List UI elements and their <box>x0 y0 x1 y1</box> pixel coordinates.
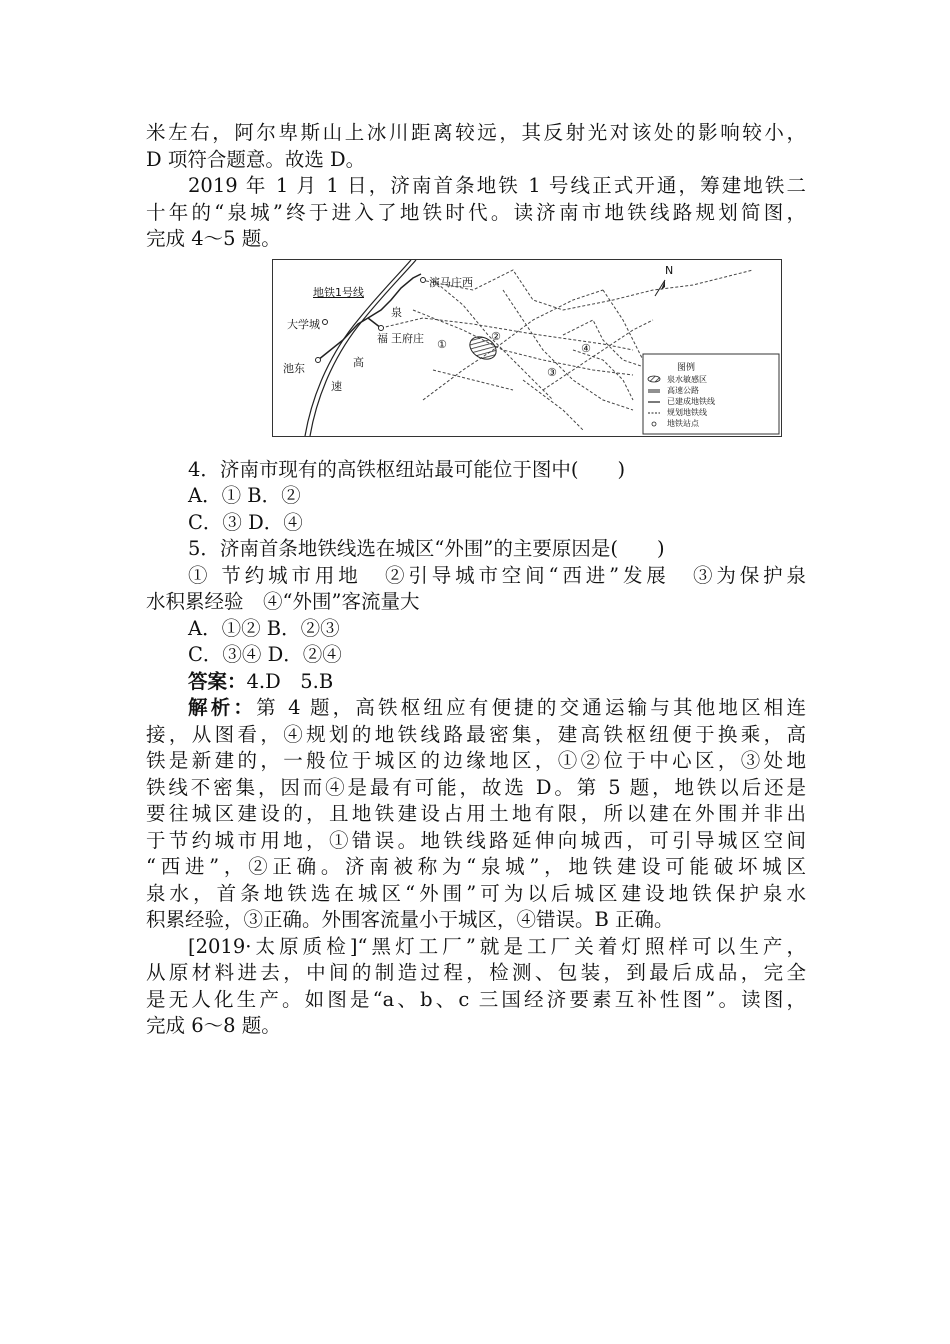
north-label: N <box>665 263 674 277</box>
marker-1: ① <box>437 337 447 351</box>
marker-4: ④ <box>581 341 591 355</box>
document-page <box>146 120 806 1040</box>
q5-line-1: ① 节约城市用地 ②引导城市空间“西进”发展 ③为保护泉 <box>188 563 806 587</box>
q5-stem: 5．济南首条地铁线选在城区“外围”的主要原因是( ) <box>188 537 665 560</box>
label-station-chidong: 池东 <box>283 361 305 375</box>
legend-item-highway: 高速公路 <box>667 385 699 395</box>
legend-item-planned-line: 规划地铁线 <box>667 407 707 417</box>
marker-2: ② <box>491 329 501 343</box>
subway-map-figure <box>272 259 782 437</box>
passage1-line-1: 2019 年 1 月 1 日，济南首条地铁 1 号线正式开通，筹建地铁二 <box>188 174 806 197</box>
legend-item-built-line: 已建成地铁线 <box>667 396 715 406</box>
analysis-line-4: 铁线不密集，因而④是最有可能，故选 D。第 5 题，地铁以后还是 <box>146 775 806 799</box>
analysis-line-2: 接，从图看，④规划的地铁线路最密集，建高铁枢纽便于换乘，高 <box>146 722 806 746</box>
analysis-line-6: 于节约城市用地，①错误。地铁线路延伸向城西，可引导城区空间 <box>146 828 806 852</box>
legend-title: 图例 <box>677 362 696 373</box>
passage1-line-2: 十年的“泉城”终于进入了地铁时代。读济南市地铁线路规划简图， <box>146 200 806 224</box>
label-highway-su: 速 <box>331 379 342 393</box>
label-highway-gao: 高 <box>353 355 364 369</box>
q4-options-cd: C．③ D．④ <box>188 510 303 534</box>
intro-line-1: 米左右，阿尔卑斯山上冰川距离较远，其反射光对该处的影响较小， <box>146 121 806 144</box>
label-station-quan: 泉 <box>391 305 402 319</box>
answer-label: 答案： <box>188 669 247 693</box>
analysis-line-5: 要往城区建设的，且地铁建设占用土地有限，所以建在外围并非出 <box>146 802 806 825</box>
passage1-line-3: 完成 4～5 题。 <box>146 227 281 250</box>
label-station-fu: 福 <box>377 331 388 345</box>
passage2-line-4: 完成 6～8 题。 <box>146 1014 281 1037</box>
q4-options-ab: A．① B．② <box>188 484 301 507</box>
label-station-yanmazhuang: 演马庄西 <box>429 275 473 289</box>
analysis-line-7: “西进”，②正确。济南被称为“泉城”，地铁建设可能破坏城区 <box>146 855 806 878</box>
q5-line-2: 水积累经验 ④“外围”客流量大 <box>146 590 420 613</box>
q5-options-cd: C．③④ D．②④ <box>188 643 342 666</box>
q4-stem: 4．济南市现有的高铁枢纽站最可能位于图中( ) <box>188 457 626 481</box>
passage2-line-3: 是无人化生产。如图是“a、b、c 三国经济要素互补性图”。读图， <box>146 987 806 1011</box>
passage2-line-2: 从原材料进去，中间的制造过程，检测、包装，到最后成品，完全 <box>146 961 806 984</box>
analysis-line-1 <box>146 695 806 722</box>
intro-line-2: D 项符合题意。故选 D。 <box>146 147 366 171</box>
analysis-label: 解析： <box>188 696 257 719</box>
marker-3: ③ <box>547 365 557 379</box>
legend-box <box>643 354 779 434</box>
analysis-line-3: 铁是新建的，一般位于城区的边缘地区，①②位于中心区，③处地 <box>146 749 806 772</box>
q5-options-ab: A．①② B．②③ <box>188 616 340 640</box>
analysis-line-9: 积累经验，③正确。外围客流量小于城区，④错误。B 正确。 <box>146 908 674 931</box>
label-station-daxuecheng: 大学城 <box>287 317 320 331</box>
legend-item-spring-zone: 泉水敏感区 <box>667 374 707 384</box>
analysis-line-8: 泉水，首条地铁选在城区“外围”可为以后城区建设地铁保护泉水 <box>146 881 806 905</box>
label-subway-line-1: 地铁1号线 <box>313 285 364 299</box>
answer-line <box>146 669 806 696</box>
analysis-text-1: 第 4 题，高铁枢纽应有便捷的交通运输与其他地区相连 <box>256 696 806 719</box>
answer-value: 4.D 5.B <box>246 669 334 693</box>
legend-item-station: 地铁站点 <box>667 418 699 428</box>
passage2-line-1: [2019·太原质检]“黑灯工厂”就是工厂关着灯照样可以生产， <box>188 934 806 958</box>
label-station-wangfuzhuang: 王府庄 <box>391 331 424 345</box>
